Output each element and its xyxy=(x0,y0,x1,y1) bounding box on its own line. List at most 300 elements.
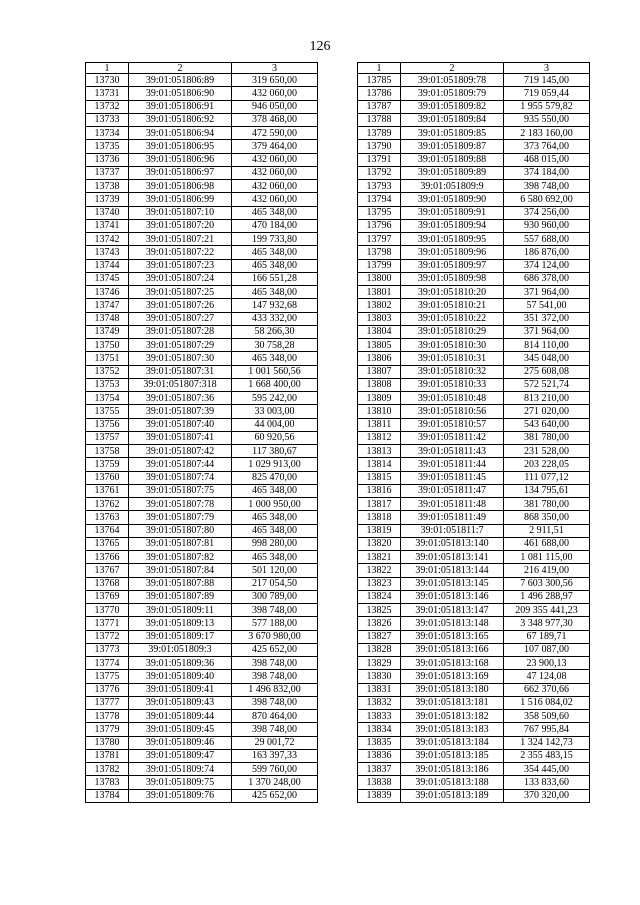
table-row xyxy=(358,180,590,193)
value-cell: 203 228,05 xyxy=(504,458,590,471)
value-cell: 813 210,00 xyxy=(504,392,590,405)
table-row xyxy=(86,352,318,365)
cadastral-number-cell: 39:01:051809:45 xyxy=(129,723,232,736)
cadastral-number-cell: 39:01:051807:41 xyxy=(129,431,232,444)
table-row xyxy=(86,286,318,299)
cadastral-number-cell: 39:01:051809:74 xyxy=(129,763,232,776)
cadastral-number-cell: 39:01:051809:75 xyxy=(129,776,232,789)
cadastral-number-cell: 39:01:051810:33 xyxy=(401,378,504,391)
cadastral-number-cell: 39:01:051809:3 xyxy=(129,643,232,656)
row-number-cell: 13730 xyxy=(86,74,129,87)
value-cell: 425 652,00 xyxy=(232,643,318,656)
cadastral-number-cell: 39:01:051806:97 xyxy=(129,166,232,179)
table-row xyxy=(358,166,590,179)
cadastral-number-cell: 39:01:051809:78 xyxy=(401,74,504,87)
table-row xyxy=(86,683,318,696)
table-row xyxy=(86,113,318,126)
value-cell: 186 876,00 xyxy=(504,246,590,259)
cadastral-number-cell: 39:01:051807:29 xyxy=(129,339,232,352)
cadastral-number-cell: 39:01:051809:17 xyxy=(129,630,232,643)
table-row xyxy=(86,299,318,312)
cadastral-number-cell: 39:01:051807:36 xyxy=(129,392,232,405)
header-col-2: 2 xyxy=(129,63,232,74)
value-cell: 2 183 160,00 xyxy=(504,127,590,140)
table-row xyxy=(358,710,590,723)
row-number-cell: 13779 xyxy=(86,723,129,736)
table-row xyxy=(86,484,318,497)
row-number-cell: 13749 xyxy=(86,325,129,338)
value-cell: 33 003,00 xyxy=(232,405,318,418)
value-cell: 470 184,00 xyxy=(232,219,318,232)
table-row xyxy=(358,511,590,524)
row-number-cell: 13760 xyxy=(86,471,129,484)
value-cell: 432 060,00 xyxy=(232,193,318,206)
row-number-cell: 13812 xyxy=(358,431,401,444)
table-row xyxy=(86,246,318,259)
value-cell: 432 060,00 xyxy=(232,166,318,179)
table-row xyxy=(86,537,318,550)
value-cell: 432 060,00 xyxy=(232,180,318,193)
value-cell: 107 087,00 xyxy=(504,643,590,656)
value-cell: 1 496 288,97 xyxy=(504,590,590,603)
value-cell: 345 048,00 xyxy=(504,352,590,365)
row-number-cell: 13767 xyxy=(86,564,129,577)
cadastral-number-cell: 39:01:051809:41 xyxy=(129,683,232,696)
row-number-cell: 13809 xyxy=(358,392,401,405)
value-cell: 351 372,00 xyxy=(504,312,590,325)
cadastral-number-cell: 39:01:051809:91 xyxy=(401,206,504,219)
row-number-cell: 13781 xyxy=(86,749,129,762)
value-cell: 930 960,00 xyxy=(504,219,590,232)
row-number-cell: 13776 xyxy=(86,683,129,696)
row-number-cell: 13755 xyxy=(86,405,129,418)
row-number-cell: 13830 xyxy=(358,670,401,683)
value-cell: 543 640,00 xyxy=(504,418,590,431)
row-number-cell: 13773 xyxy=(86,643,129,656)
value-cell: 23 900,13 xyxy=(504,657,590,670)
row-number-cell: 13839 xyxy=(358,789,401,802)
table-row xyxy=(358,524,590,537)
cadastral-number-cell: 39:01:051811:42 xyxy=(401,431,504,444)
table-row xyxy=(358,577,590,590)
table-row xyxy=(358,233,590,246)
value-cell: 44 004,00 xyxy=(232,418,318,431)
row-number-cell: 13733 xyxy=(86,113,129,126)
cadastral-number-cell: 39:01:051809:95 xyxy=(401,233,504,246)
cadastral-number-cell: 39:01:051813:186 xyxy=(401,763,504,776)
row-number-cell: 13804 xyxy=(358,325,401,338)
row-number-cell: 13765 xyxy=(86,537,129,550)
cadastral-number-cell: 39:01:051807:79 xyxy=(129,511,232,524)
row-number-cell: 13831 xyxy=(358,683,401,696)
cadastral-number-cell: 39:01:051813:189 xyxy=(401,789,504,802)
header-col-3: 3 xyxy=(232,63,318,74)
cadastral-number-cell: 39:01:051807:28 xyxy=(129,325,232,338)
table-row xyxy=(86,180,318,193)
cadastral-number-cell: 39:01:051809:9 xyxy=(401,180,504,193)
table-row xyxy=(358,696,590,709)
right-table xyxy=(357,62,590,803)
cadastral-number-cell: 39:01:051809:76 xyxy=(129,789,232,802)
row-number-cell: 13817 xyxy=(358,498,401,511)
row-number-cell: 13834 xyxy=(358,723,401,736)
value-cell: 577 188,00 xyxy=(232,617,318,630)
table-row xyxy=(86,763,318,776)
table-row xyxy=(358,259,590,272)
cadastral-number-cell: 39:01:051813:147 xyxy=(401,604,504,617)
cadastral-number-cell: 39:01:051809:90 xyxy=(401,193,504,206)
table-row xyxy=(86,604,318,617)
table-row xyxy=(86,723,318,736)
value-cell: 432 060,00 xyxy=(232,87,318,100)
value-cell: 998 280,00 xyxy=(232,537,318,550)
table-row xyxy=(358,498,590,511)
cadastral-number-cell: 39:01:051809:44 xyxy=(129,710,232,723)
value-cell: 398 748,00 xyxy=(504,180,590,193)
value-cell: 461 688,00 xyxy=(504,537,590,550)
value-cell: 686 378,00 xyxy=(504,272,590,285)
cadastral-number-cell: 39:01:051807:81 xyxy=(129,537,232,550)
row-number-cell: 13764 xyxy=(86,524,129,537)
cadastral-number-cell: 39:01:051807:44 xyxy=(129,458,232,471)
table-row xyxy=(358,100,590,113)
row-number-cell: 13816 xyxy=(358,484,401,497)
value-cell: 398 748,00 xyxy=(232,670,318,683)
table-row xyxy=(358,431,590,444)
header-col-3: 3 xyxy=(504,63,590,74)
table-row xyxy=(86,166,318,179)
value-cell: 60 920,56 xyxy=(232,431,318,444)
table-row xyxy=(358,471,590,484)
table-row xyxy=(86,789,318,802)
row-number-cell: 13783 xyxy=(86,776,129,789)
table-row xyxy=(86,74,318,87)
table-row xyxy=(86,511,318,524)
value-cell: 216 419,00 xyxy=(504,564,590,577)
table-row xyxy=(86,206,318,219)
cadastral-number-cell: 39:01:051813:140 xyxy=(401,537,504,550)
cadastral-number-cell: 39:01:051810:56 xyxy=(401,405,504,418)
row-number-cell: 13789 xyxy=(358,127,401,140)
value-cell: 374 256,00 xyxy=(504,206,590,219)
table-row xyxy=(358,590,590,603)
cadastral-number-cell: 39:01:051807:74 xyxy=(129,471,232,484)
value-cell: 358 509,60 xyxy=(504,710,590,723)
cadastral-number-cell: 39:01:051807:30 xyxy=(129,352,232,365)
row-number-cell: 13805 xyxy=(358,339,401,352)
cadastral-number-cell: 39:01:051810:57 xyxy=(401,418,504,431)
cadastral-number-cell: 39:01:051809:88 xyxy=(401,153,504,166)
cadastral-number-cell: 39:01:051810:48 xyxy=(401,392,504,405)
row-number-cell: 13780 xyxy=(86,736,129,749)
value-cell: 465 348,00 xyxy=(232,511,318,524)
table-row xyxy=(358,113,590,126)
row-number-cell: 13759 xyxy=(86,458,129,471)
table-row xyxy=(358,723,590,736)
table-row xyxy=(86,776,318,789)
cadastral-number-cell: 39:01:051811:48 xyxy=(401,498,504,511)
row-number-cell: 13823 xyxy=(358,577,401,590)
value-cell: 374 184,00 xyxy=(504,166,590,179)
value-cell: 398 748,00 xyxy=(232,657,318,670)
row-number-cell: 13829 xyxy=(358,657,401,670)
row-number-cell: 13739 xyxy=(86,193,129,206)
row-number-cell: 13786 xyxy=(358,87,401,100)
cadastral-number-cell: 39:01:051806:89 xyxy=(129,74,232,87)
value-cell: 472 590,00 xyxy=(232,127,318,140)
table-row xyxy=(358,445,590,458)
cadastral-number-cell: 39:01:051806:91 xyxy=(129,100,232,113)
row-number-cell: 13792 xyxy=(358,166,401,179)
cadastral-number-cell: 39:01:051809:36 xyxy=(129,657,232,670)
row-number-cell: 13838 xyxy=(358,776,401,789)
value-cell: 117 380,67 xyxy=(232,445,318,458)
row-number-cell: 13762 xyxy=(86,498,129,511)
row-number-cell: 13756 xyxy=(86,418,129,431)
table-row xyxy=(358,418,590,431)
cadastral-number-cell: 39:01:051813:166 xyxy=(401,643,504,656)
value-cell: 1 955 579,82 xyxy=(504,100,590,113)
row-number-cell: 13741 xyxy=(86,219,129,232)
value-cell: 3 348 977,30 xyxy=(504,617,590,630)
table-row xyxy=(86,749,318,762)
table-row xyxy=(86,564,318,577)
value-cell: 465 348,00 xyxy=(232,286,318,299)
cadastral-number-cell: 39:01:051811:45 xyxy=(401,471,504,484)
row-number-cell: 13740 xyxy=(86,206,129,219)
table-row xyxy=(358,325,590,338)
table-row xyxy=(358,736,590,749)
value-cell: 465 348,00 xyxy=(232,524,318,537)
row-number-cell: 13743 xyxy=(86,246,129,259)
cadastral-number-cell: 39:01:051807:82 xyxy=(129,551,232,564)
table-row xyxy=(358,140,590,153)
table-row xyxy=(358,405,590,418)
cadastral-number-cell: 39:01:051813:185 xyxy=(401,749,504,762)
cadastral-number-cell: 39:01:051813:169 xyxy=(401,670,504,683)
value-cell: 354 445,00 xyxy=(504,763,590,776)
table-row xyxy=(358,789,590,802)
table-row xyxy=(358,763,590,776)
table-row xyxy=(358,776,590,789)
row-number-cell: 13746 xyxy=(86,286,129,299)
value-cell: 662 370,66 xyxy=(504,683,590,696)
cadastral-number-cell: 39:01:051811:7 xyxy=(401,524,504,537)
table-row xyxy=(358,219,590,232)
table-row xyxy=(358,339,590,352)
table-row xyxy=(86,551,318,564)
row-number-cell: 13815 xyxy=(358,471,401,484)
value-cell: 381 780,00 xyxy=(504,498,590,511)
row-number-cell: 13788 xyxy=(358,113,401,126)
row-number-cell: 13778 xyxy=(86,710,129,723)
table-row xyxy=(86,630,318,643)
value-cell: 595 242,00 xyxy=(232,392,318,405)
cadastral-number-cell: 39:01:051807:75 xyxy=(129,484,232,497)
row-number-cell: 13775 xyxy=(86,670,129,683)
value-cell: 379 464,00 xyxy=(232,140,318,153)
value-cell: 814 110,00 xyxy=(504,339,590,352)
value-cell: 133 833,60 xyxy=(504,776,590,789)
cadastral-number-cell: 39:01:051809:40 xyxy=(129,670,232,683)
table-row xyxy=(358,392,590,405)
table-row xyxy=(86,458,318,471)
right-table-body xyxy=(358,74,590,803)
value-cell: 825 470,00 xyxy=(232,471,318,484)
cadastral-number-cell: 39:01:051811:43 xyxy=(401,445,504,458)
value-cell: 468 015,00 xyxy=(504,153,590,166)
row-number-cell: 13747 xyxy=(86,299,129,312)
value-cell: 217 054,50 xyxy=(232,577,318,590)
row-number-cell: 13802 xyxy=(358,299,401,312)
value-cell: 719 059,44 xyxy=(504,87,590,100)
row-number-cell: 13774 xyxy=(86,657,129,670)
cadastral-number-cell: 39:01:051809:89 xyxy=(401,166,504,179)
cadastral-number-cell: 39:01:051807:84 xyxy=(129,564,232,577)
table-row xyxy=(358,458,590,471)
cadastral-number-cell: 39:01:051810:30 xyxy=(401,339,504,352)
cadastral-number-cell: 39:01:051807:25 xyxy=(129,286,232,299)
table-row xyxy=(86,418,318,431)
row-number-cell: 13782 xyxy=(86,763,129,776)
table-row xyxy=(358,378,590,391)
table-row xyxy=(358,312,590,325)
value-cell: 147 932,68 xyxy=(232,299,318,312)
value-cell: 1 000 950,00 xyxy=(232,498,318,511)
row-number-cell: 13827 xyxy=(358,630,401,643)
table-row xyxy=(358,206,590,219)
value-cell: 30 758,28 xyxy=(232,339,318,352)
table-row xyxy=(86,100,318,113)
cadastral-number-cell: 39:01:051813:148 xyxy=(401,617,504,630)
row-number-cell: 13820 xyxy=(358,537,401,550)
table-row xyxy=(358,564,590,577)
row-number-cell: 13758 xyxy=(86,445,129,458)
value-cell: 557 688,00 xyxy=(504,233,590,246)
row-number-cell: 13736 xyxy=(86,153,129,166)
cadastral-number-cell: 39:01:051807:10 xyxy=(129,206,232,219)
table-row xyxy=(86,140,318,153)
value-cell: 599 760,00 xyxy=(232,763,318,776)
value-cell: 935 550,00 xyxy=(504,113,590,126)
row-number-cell: 13822 xyxy=(358,564,401,577)
cadastral-number-cell: 39:01:051809:11 xyxy=(129,604,232,617)
cadastral-number-cell: 39:01:051813:180 xyxy=(401,683,504,696)
value-cell: 6 580 692,00 xyxy=(504,193,590,206)
value-cell: 465 348,00 xyxy=(232,246,318,259)
value-cell: 371 964,00 xyxy=(504,286,590,299)
row-number-cell: 13750 xyxy=(86,339,129,352)
row-number-cell: 13828 xyxy=(358,643,401,656)
value-cell: 501 120,00 xyxy=(232,564,318,577)
row-number-cell: 13818 xyxy=(358,511,401,524)
value-cell: 111 077,12 xyxy=(504,471,590,484)
cadastral-number-cell: 39:01:051806:99 xyxy=(129,193,232,206)
row-number-cell: 13826 xyxy=(358,617,401,630)
row-number-cell: 13810 xyxy=(358,405,401,418)
row-number-cell: 13793 xyxy=(358,180,401,193)
table-row xyxy=(86,736,318,749)
value-cell: 1 001 560,56 xyxy=(232,365,318,378)
cadastral-number-cell: 39:01:051813:188 xyxy=(401,776,504,789)
cadastral-number-cell: 39:01:051807:40 xyxy=(129,418,232,431)
row-number-cell: 13732 xyxy=(86,100,129,113)
table-row xyxy=(86,365,318,378)
row-number-cell: 13737 xyxy=(86,166,129,179)
value-cell: 209 355 441,23 xyxy=(504,604,590,617)
value-cell: 371 964,00 xyxy=(504,325,590,338)
row-number-cell: 13799 xyxy=(358,259,401,272)
table-row xyxy=(86,643,318,656)
value-cell: 1 029 913,00 xyxy=(232,458,318,471)
cadastral-number-cell: 39:01:051809:43 xyxy=(129,696,232,709)
row-number-cell: 13832 xyxy=(358,696,401,709)
value-cell: 398 748,00 xyxy=(232,723,318,736)
value-cell: 381 780,00 xyxy=(504,431,590,444)
table-row xyxy=(86,312,318,325)
cadastral-number-cell: 39:01:051807:88 xyxy=(129,577,232,590)
value-cell: 373 764,00 xyxy=(504,140,590,153)
row-number-cell: 13806 xyxy=(358,352,401,365)
cadastral-number-cell: 39:01:051813:144 xyxy=(401,564,504,577)
value-cell: 870 464,00 xyxy=(232,710,318,723)
table-row xyxy=(358,272,590,285)
value-cell: 378 468,00 xyxy=(232,113,318,126)
row-number-cell: 13787 xyxy=(358,100,401,113)
row-number-cell: 13821 xyxy=(358,551,401,564)
cadastral-number-cell: 39:01:051806:92 xyxy=(129,113,232,126)
row-number-cell: 13769 xyxy=(86,590,129,603)
cadastral-number-cell: 39:01:051813:168 xyxy=(401,657,504,670)
cadastral-number-cell: 39:01:051807:21 xyxy=(129,233,232,246)
row-number-cell: 13811 xyxy=(358,418,401,431)
value-cell: 1 370 248,00 xyxy=(232,776,318,789)
header-col-1: 1 xyxy=(358,63,401,74)
cadastral-number-cell: 39:01:051813:183 xyxy=(401,723,504,736)
header-row xyxy=(358,63,590,74)
value-cell: 433 332,00 xyxy=(232,312,318,325)
table-row xyxy=(358,670,590,683)
cadastral-number-cell: 39:01:051813:165 xyxy=(401,630,504,643)
cadastral-number-cell: 39:01:051810:20 xyxy=(401,286,504,299)
value-cell: 3 670 980,00 xyxy=(232,630,318,643)
row-number-cell: 13777 xyxy=(86,696,129,709)
row-number-cell: 13813 xyxy=(358,445,401,458)
table-row xyxy=(358,617,590,630)
table-row xyxy=(358,193,590,206)
row-number-cell: 13772 xyxy=(86,630,129,643)
cadastral-number-cell: 39:01:051809:84 xyxy=(401,113,504,126)
table-row xyxy=(86,219,318,232)
row-number-cell: 13837 xyxy=(358,763,401,776)
table-row xyxy=(86,272,318,285)
cadastral-number-cell: 39:01:051809:87 xyxy=(401,140,504,153)
table-row xyxy=(86,670,318,683)
table-row xyxy=(86,445,318,458)
table-row xyxy=(86,498,318,511)
table-row xyxy=(358,657,590,670)
value-cell: 767 995,84 xyxy=(504,723,590,736)
table-row xyxy=(358,604,590,617)
value-cell: 425 652,00 xyxy=(232,789,318,802)
row-number-cell: 13814 xyxy=(358,458,401,471)
cadastral-number-cell: 39:01:051813:182 xyxy=(401,710,504,723)
row-number-cell: 13825 xyxy=(358,604,401,617)
cadastral-number-cell: 39:01:051807:78 xyxy=(129,498,232,511)
table-row xyxy=(86,471,318,484)
row-number-cell: 13731 xyxy=(86,87,129,100)
value-cell: 300 789,00 xyxy=(232,590,318,603)
